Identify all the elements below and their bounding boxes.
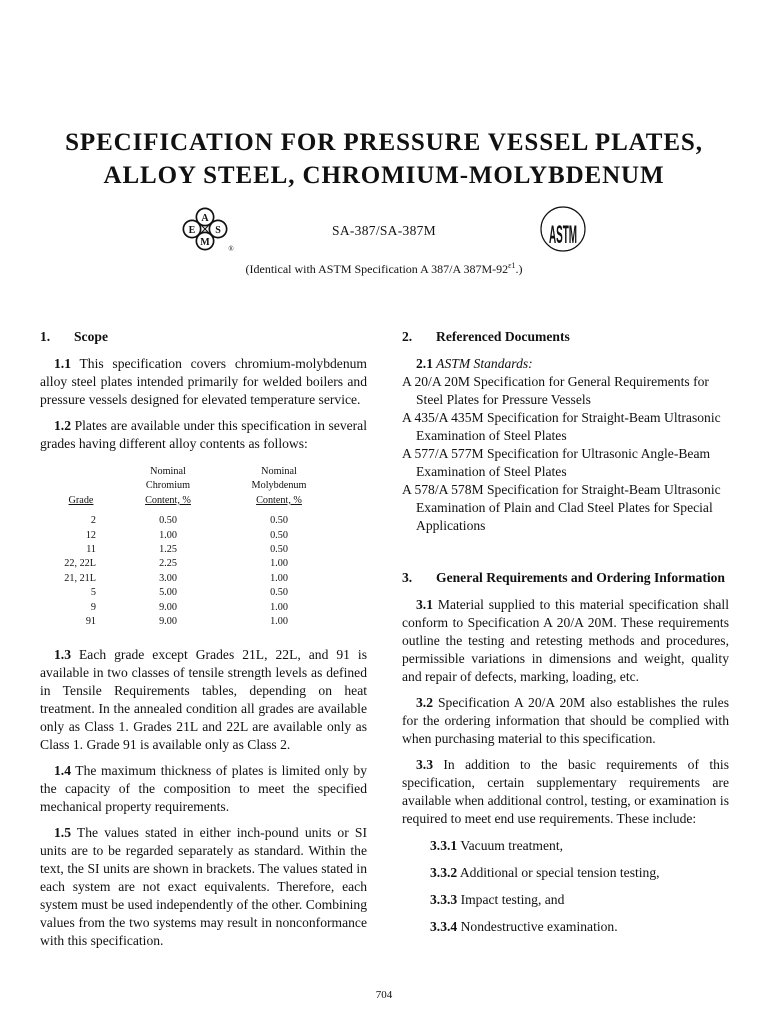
cell-grade: 21, 21L (64, 572, 96, 584)
paragraph-text: Plates are available under this specification in several grades having different alloy contents as follows: (40, 418, 367, 451)
grades-table (50, 465, 334, 629)
section-heading-scope (40, 328, 367, 346)
reference-item: A 20/A 20M Specification for General Requirements for Steel Plates for Pressure Vessels (402, 374, 709, 407)
paragraph-number: 3.3.4 (430, 919, 458, 934)
paragraph-number: 1.2 (54, 418, 71, 433)
table-row (50, 543, 334, 557)
section-heading-general-requirements (402, 569, 729, 587)
paragraph-text: The maximum thickness of plates is limited only by the capacity of the composition to meet the specified mechanical property requirements. (40, 763, 367, 815)
reference-item: A 577/A 577M Specification for Ultrasonic Angle-Beam Examination of Steel Plates (402, 446, 711, 479)
paragraph-3-3-3 (402, 891, 729, 909)
table-row (50, 572, 334, 586)
table-row (50, 601, 334, 615)
cell-chromium: 1.25 (159, 544, 177, 556)
cell-molybdenum: 0.50 (270, 515, 288, 527)
table-row (50, 557, 334, 571)
paragraph-text: Nondestructive examination. (457, 919, 618, 934)
section-number: 1. (40, 329, 51, 344)
cell-grade: 11 (86, 544, 96, 556)
section-title: Referenced Documents (436, 329, 570, 344)
page-number: 704 (375, 989, 393, 1001)
paragraph-1-1 (40, 355, 367, 409)
paragraph-text: Each grade except Grades 21L, 22L, and 91 is available in two classes of tensile strength levels as defined in Tensile Requirements tables, depending on heat treatment. In the annealed condition all grades are available only as Class 1. Grades 21L and 22L are available only as Class 1. Grade 91 is available only as Class 2. (40, 647, 367, 753)
table-row (50, 615, 334, 629)
paragraph-1-4 (40, 762, 367, 816)
paragraph-text: Additional or special tension testing, (457, 865, 660, 880)
cell-grade: 12 (85, 529, 96, 541)
paragraph-3-1 (402, 596, 729, 686)
paragraph-text: ASTM Standards: (433, 356, 533, 371)
asme-letter-a: A (201, 213, 209, 224)
cell-molybdenum: 1.00 (270, 616, 288, 628)
cell-chromium: 2.25 (159, 558, 177, 570)
cell-chromium: 9.00 (159, 616, 177, 628)
cell-grade: 91 (85, 616, 96, 628)
table-header-row (50, 465, 334, 508)
paragraph-2-1 (402, 355, 729, 373)
identical-tail: .) (515, 262, 523, 276)
table-row (50, 586, 334, 600)
paragraph-number: 3.3.3 (430, 892, 458, 907)
right-column (402, 328, 729, 936)
paragraph-text: Impact testing, and (457, 892, 565, 907)
paragraph-3-2 (402, 694, 729, 748)
paragraph-number: 3.3.2 (430, 865, 458, 880)
cell-molybdenum: 1.00 (270, 601, 288, 613)
section-heading-referenced-documents (402, 328, 729, 346)
section-title: General Requirements and Ordering Information (436, 570, 725, 585)
title-line-1: SPECIFICATION FOR PRESSURE VESSEL PLATES, (65, 129, 703, 156)
asme-letter-m: M (200, 237, 210, 248)
paragraph-number: 1.1 (54, 356, 71, 371)
left-column (40, 328, 367, 950)
astm-logo (539, 205, 587, 253)
paragraph-text: Vacuum treatment, (457, 838, 564, 853)
cell-grade: 2 (90, 515, 96, 527)
col-header-molybdenum: Nominal Molybdenum Content, % (251, 466, 307, 506)
section-number: 3. (402, 570, 413, 585)
paragraph-number: 3.1 (416, 597, 433, 612)
designation: SA-387/SA-387M (332, 223, 436, 238)
asme-letter-s: S (215, 225, 221, 236)
title-line-2: ALLOY STEEL, CHROMIUM-MOLYBDENUM (103, 162, 665, 189)
paragraph-text: Material supplied to this material specification shall conform to Specification A 20/A 20M. These requirements outline the testing and retesting methods and procedures, permissible variations in dimensions and weight, quality and repair of defects, marking, loading, etc. (402, 597, 729, 684)
paragraph-number: 1.5 (54, 825, 71, 841)
paragraph-text: This specification covers chromium-molybdenum alloy steel plates intended primarily for welded boilers and pressure vessels designed for elevated temperature service. (40, 356, 367, 407)
table-row (50, 529, 334, 543)
document-title (0, 126, 768, 192)
paragraph-1-3 (40, 646, 367, 754)
registered-mark: ® (228, 245, 234, 253)
cell-chromium: 0.50 (159, 515, 177, 527)
cell-chromium: 1.00 (159, 529, 177, 541)
paragraph-number: 1.3 (54, 647, 71, 663)
identical-note (0, 261, 768, 277)
paragraph-number: 3.3.1 (430, 838, 458, 853)
paragraph-number: 3.2 (416, 695, 433, 710)
section-title: Scope (74, 329, 108, 344)
cell-molybdenum: 1.00 (270, 572, 288, 584)
section-number: 2. (402, 329, 413, 344)
col-header-chromium: Nominal Chromium Content, % (145, 466, 191, 506)
cell-molybdenum: 0.50 (270, 587, 288, 599)
paragraph-number: 2.1 (416, 356, 433, 371)
paragraph-1-2 (40, 417, 367, 453)
cell-molybdenum: 1.00 (270, 558, 288, 570)
table-row (50, 514, 334, 528)
identical-superscript: ε1 (508, 261, 516, 270)
cell-chromium: 5.00 (159, 587, 177, 599)
paragraph-3-3-4 (402, 918, 729, 936)
cell-chromium: 3.00 (159, 572, 177, 584)
asme-letter-e: E (188, 225, 196, 236)
reference-item: A 435/A 435M Specification for Straight-Beam Ultrasonic Examination of Steel Plates (402, 410, 721, 443)
cell-molybdenum: 0.50 (270, 529, 288, 541)
paragraph-text: In addition to the basic requirements of this specification, certain supplementary requirements are available when additional control, testing, or examination is required to meet end use requirements. These include: (402, 757, 729, 826)
reference-item: A 578/A 578M Specification for Straight-Beam Ultrasonic Examination of Plain and Clad Steel Plates for Special Applications (402, 482, 721, 533)
paragraph-1-5 (40, 824, 367, 950)
paragraph-3-3 (402, 756, 729, 828)
paragraph-3-3-1 (402, 837, 729, 855)
paragraph-text: Specification A 20/A 20M also establishes the rules for the ordering information that should be complied with when purchasing material to this specification. (402, 695, 729, 746)
cell-grade: 22, 22L (64, 558, 96, 570)
cell-grade: 9 (90, 601, 96, 613)
table-body (50, 514, 334, 629)
astm-letters: ASTM (548, 221, 578, 250)
paragraph-number: 3.3 (416, 757, 433, 772)
paragraph-3-3-2 (402, 864, 729, 882)
paragraph-text: The values stated in either inch-pound units or SI units are to be regarded separately as standard. Within the text, the SI units are shown in brackets. The values stated in each system are not exact equivalents. Therefore, each system must be used independently of the other. Combining values from the two systems may result in nonconformance with this specification. (40, 825, 367, 949)
col-header-grade: Grade (68, 494, 94, 506)
identical-text: (Identical with ASTM Specification A 387/A 387M-92 (245, 262, 509, 276)
cell-molybdenum: 0.50 (270, 544, 288, 556)
paragraph-number: 1.4 (54, 763, 71, 779)
cell-grade: 5 (90, 587, 96, 599)
cell-chromium: 9.00 (159, 601, 177, 613)
